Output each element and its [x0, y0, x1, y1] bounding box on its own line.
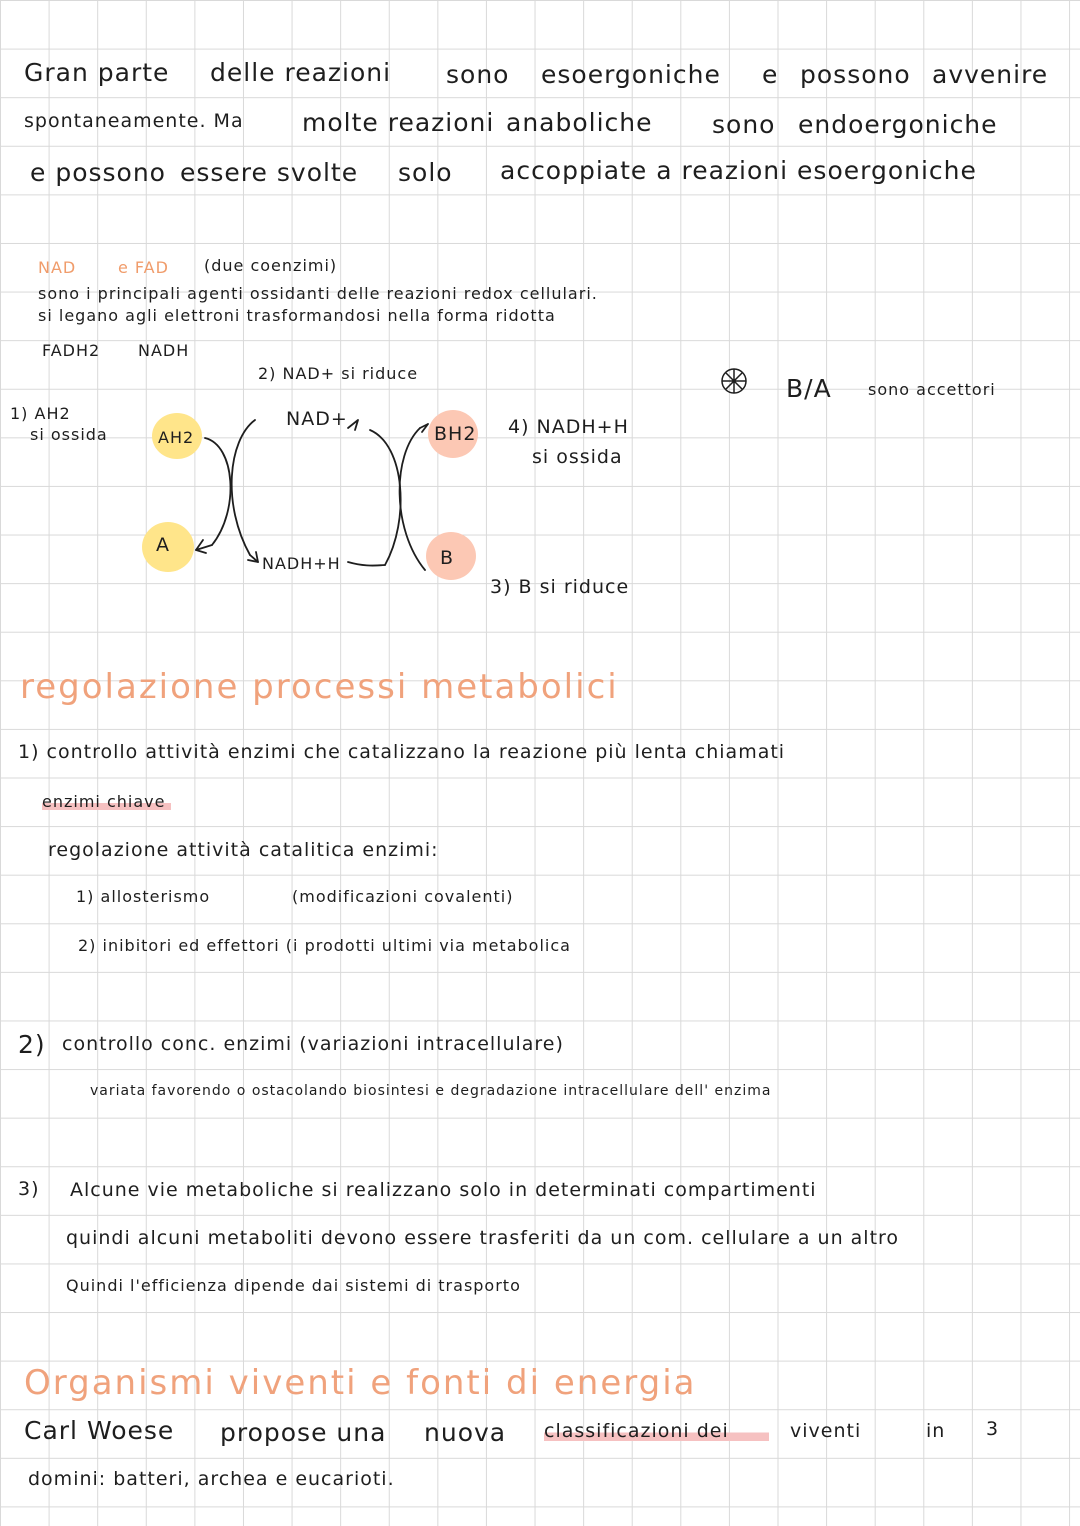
- right-curve-1: [370, 430, 401, 565]
- reg-sub2: 2) inibitori ed effettori (i prodotti ultimi via metabolica: [78, 936, 571, 955]
- step3-label: 3) B si riduce: [490, 576, 630, 598]
- intro-l3-w3: solo: [398, 158, 453, 187]
- reg-item2: controllo conc. enzimi (variazioni intracellulare): [62, 1033, 564, 1055]
- nadh-h-label: NADH+H: [262, 554, 341, 573]
- ba-label: B/A: [786, 374, 832, 403]
- org-l2: domini: batteri, archea e eucarioti.: [28, 1468, 395, 1490]
- nadh-tail: [348, 562, 385, 566]
- intro-l3-w2: essere svolte: [180, 158, 359, 187]
- nad-line1: sono i principali agenti ossidanti delle reazioni redox cellulari.: [38, 284, 598, 303]
- reg-item3-number: 3): [18, 1178, 40, 1200]
- step2-label: 2) NAD+ si riduce: [258, 364, 419, 383]
- arrowhead-nad: [348, 420, 358, 430]
- reg-item2-number: 2): [18, 1030, 46, 1059]
- step1-desc: si ossida: [30, 425, 108, 444]
- reg-item3a: Alcune vie metaboliche si realizzano solo in determinati compartimenti: [70, 1179, 817, 1201]
- intro-l2-w4: sono: [712, 110, 776, 139]
- regulation-title: regolazione processi metabolici: [20, 667, 619, 707]
- left-curve-1: [205, 438, 230, 545]
- ah2-label: AH2: [158, 428, 195, 447]
- reg-item3c: Quindi l'efficienza dipende dai sistemi di trasporto: [66, 1276, 521, 1295]
- reg-sub-title: regolazione attività catalitica enzimi:: [48, 839, 439, 861]
- reg-item1: 1) controllo attività enzimi che catalizzano la reazione più lenta chiamati: [18, 741, 786, 763]
- step4-label: 4) NADH+H: [508, 416, 629, 438]
- intro-l1-w3: sono: [446, 60, 510, 89]
- reg-item3b: quindi alcuni metaboliti devono essere trasferiti da un com. cellulare a un altro: [66, 1227, 900, 1249]
- reg-sub1: 1) allosterismo: [76, 887, 211, 906]
- coenzymes-note: (due coenzimi): [204, 256, 338, 275]
- reg-sub1-note: (modificazioni covalenti): [292, 887, 514, 906]
- a-label: A: [156, 534, 170, 556]
- reg-item2b: variata favorendo o ostacolando biosintesi e degradazione intracellulare dell' enzima: [90, 1083, 772, 1099]
- nad-line2: si legano agli elettroni trasformandosi nella forma ridotta: [38, 306, 556, 325]
- intro-l3-w4: accoppiate a reazioni esoergoniche: [500, 156, 977, 185]
- intro-l1-w2: delle reazioni: [210, 58, 392, 87]
- arrowhead-bh2: [420, 424, 428, 432]
- fad-label: e FAD: [118, 258, 169, 277]
- org-l1-w5: viventi: [790, 1420, 862, 1442]
- nad-plus-label: NAD+: [286, 408, 348, 430]
- intro-l2-w2: molte reazioni: [302, 108, 495, 137]
- intro-l2-w3: anaboliche: [506, 108, 653, 137]
- org-l1-w2: propose una: [220, 1418, 387, 1447]
- intro-l1-w7: avvenire: [932, 60, 1049, 89]
- reg-item1-key-enzymes: enzimi chiave: [42, 794, 171, 810]
- right-curve-2: [400, 428, 425, 570]
- org-l1-w1: Carl Woese: [24, 1416, 175, 1445]
- intro-l1-w6: possono: [800, 60, 911, 89]
- intro-l1-w4: esoergoniche: [541, 60, 721, 89]
- bh2-label: BH2: [434, 423, 477, 445]
- org-l1-w3: nuova: [424, 1418, 507, 1447]
- intro-l1-w1: Gran parte: [24, 58, 170, 87]
- fadh2-label: FADH2: [42, 341, 101, 360]
- nad-label: NAD: [38, 258, 77, 277]
- step4-desc: si ossida: [532, 446, 623, 468]
- intro-l3-w1: e possono: [30, 158, 166, 187]
- left-curve-2: [232, 420, 255, 555]
- org-l1-w7: 3: [986, 1418, 1000, 1440]
- org-l1-w4: classificazioni dei: [544, 1422, 769, 1441]
- flower-icon: [722, 369, 746, 393]
- b-label: B: [440, 547, 455, 569]
- step1-label: 1) AH2: [10, 404, 71, 423]
- organisms-title: Organismi viventi e fonti di energia: [24, 1363, 697, 1403]
- intro-l2-w1: spontaneamente. Ma: [24, 110, 244, 132]
- intro-l2-w5: endoergoniche: [798, 110, 998, 139]
- intro-l1-w5: e: [762, 60, 779, 89]
- nadh-label: NADH: [138, 341, 190, 360]
- acceptors-note: sono accettori: [868, 380, 996, 399]
- org-l1-w6: in: [926, 1420, 946, 1442]
